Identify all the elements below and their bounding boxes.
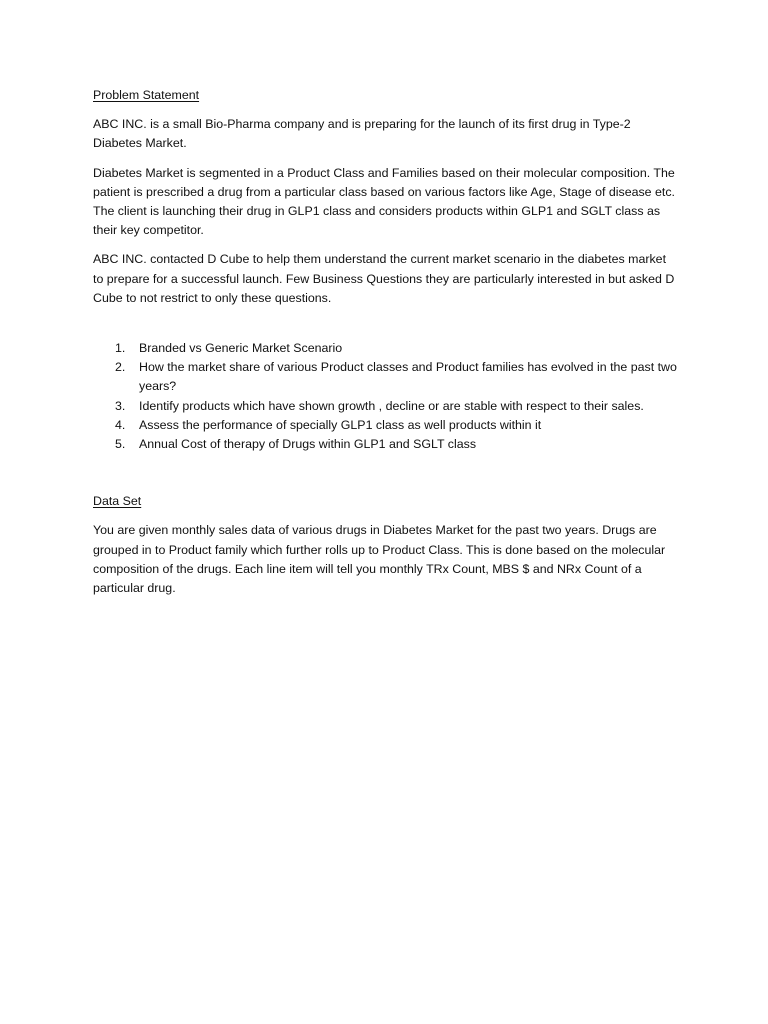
list-item xyxy=(93,397,678,416)
problem-statement-heading: Problem Statement xyxy=(93,88,200,102)
data-set-heading: Data Set xyxy=(93,494,142,509)
intro-paragraph: ABC INC. is a small Bio-Pharma company and is preparing for the launch of its first drug in Type-2 Diabetes Market. xyxy=(93,117,631,151)
list-item-number: 1. xyxy=(115,341,126,356)
list-item-text: Branded vs Generic Market Scenario xyxy=(139,341,343,356)
list-item xyxy=(93,358,678,396)
list-item-number: 5. xyxy=(115,437,126,452)
list-item-text: Annual Cost of therapy of Drugs within GLP1 and SGLT class xyxy=(139,437,477,452)
list-item xyxy=(93,339,678,358)
engagement-paragraph: ABC INC. contacted D Cube to help them understand the current market scenario in the diabetes market to prepare for a successful launch. Few Business Questions they are particularly interested in but asked D Cube to not restrict to only these questions. xyxy=(93,252,675,305)
list-item-text: Assess the performance of specially GLP1 class as well products within it xyxy=(139,417,542,432)
business-questions-list xyxy=(93,339,678,454)
list-item xyxy=(93,416,678,435)
list-item xyxy=(93,435,678,454)
list-item-number: 4. xyxy=(115,417,126,432)
document-body xyxy=(93,86,678,598)
list-item-text: How the market share of various Product classes and Product families has evolved in the past two years? xyxy=(139,360,677,394)
list-item-text: Identify products which have shown growth , decline or are stable with respect to their sales. xyxy=(139,398,644,413)
list-item-number: 3. xyxy=(115,398,126,413)
list-item-number: 2. xyxy=(115,360,126,375)
market-segmentation-paragraph: Diabetes Market is segmented in a Product Class and Families based on their molecular composition. The patient is prescribed a drug from a particular class based on various factors like Age, Stage of disease etc. The client is launching their drug in GLP1 class and considers products within GLP1 and SGLT class as their key competitor. xyxy=(93,165,675,238)
data-set-paragraph: You are given monthly sales data of various drugs in Diabetes Market for the past two years. Drugs are grouped in to Product family which further rolls up to Product Class. This is done based on the molecular composition of the drugs. Each line item will tell you monthly TRx Count, MBS $ and NRx Count of a particular drug. xyxy=(93,523,666,596)
